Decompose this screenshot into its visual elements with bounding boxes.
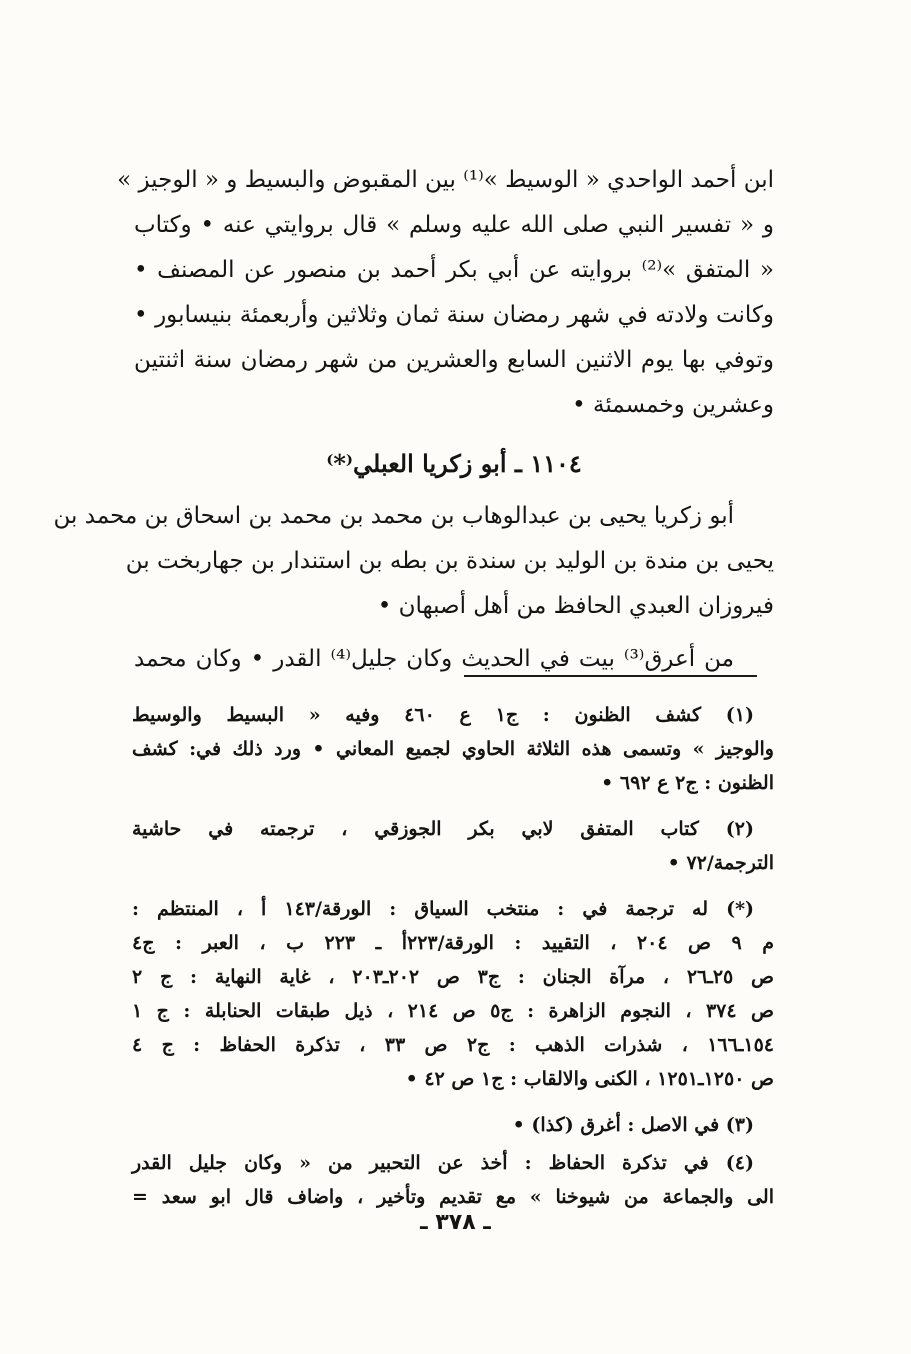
footnote-line: (٢) كتاب المتفق لابي بكر الجوزقي ، ترجمته في حاشية <box>132 818 754 840</box>
footnote-line: (١) كشف الظنون : ج١ ع ٤٦٠ وفيه « البسيط والوسيط <box>132 704 755 726</box>
page-number: ـ ٣٧٨ ـ <box>420 1210 491 1235</box>
footnote-line: ١٥٤ـ١٦٦ ، شذرات الذهب : ج٢ ص ٣٣ ، تذكرة الحفاظ : ج ٤ <box>132 1034 775 1056</box>
text-line: وكانت ولادته في شهر رمضان سنة ثمان وثلاثين وأربعمئة بنيسابور • <box>134 302 774 328</box>
text-line: أبو زكريا يحيى بن عبدالوهاب بن محمد بن محمد بن اسحاق بن محمد بن <box>53 503 734 529</box>
text-line: و « تفسير النبي صلى الله عليه وسلم » قال بروايتي عنه • وكتاب <box>134 212 774 238</box>
footnote-line: ص ٢٥ـ٢٦ ، مرآة الجنان : ج٣ ص ٢٠٢ـ٢٠٣ ، غاية النهاية : ج ٢ <box>132 966 775 988</box>
footnote-line: ص ٣٧٤ ، النجوم الزاهرة : ج٥ ص ٢١٤ ، ذيل طبقات الحنابلة : ج ١ <box>132 1000 774 1022</box>
footnote-line: (٣) في الاصل : أغرق (كذا) • <box>512 1114 754 1136</box>
footnote-line: ص ١٢٥٠ـ١٢٥١ ، الكنى والالقاب : ج١ ص ٤٢ • <box>405 1068 774 1090</box>
biography-paragraph <box>53 494 774 682</box>
text-line: فيروزان العبدي الحافظ من أهل أصبهان • <box>377 593 774 619</box>
footnote-2 <box>132 812 774 880</box>
continued-paragraph <box>117 158 774 428</box>
text-line: يحيى بن مندة بن الوليد بن سندة بن بطه بن استندار بن جهاربخت بن <box>125 548 774 574</box>
text-line: « المتفق »⁽²⁾ بروايته عن أبي بكر أحمد بن منصور عن المصنف • <box>134 257 774 283</box>
footnote-line: الظنون : ج٢ ع ٦٩٢ • <box>601 772 774 794</box>
main-content <box>53 158 774 682</box>
footnote-1 <box>132 698 774 800</box>
footnotes <box>132 698 774 1226</box>
text-line: ابن أحمد الواحدي « الوسيط »⁽¹⁾ بين المقبوض والبسيط و « الوجيز » <box>117 167 774 193</box>
footnote-line: الترجمة/٧٢ • <box>667 852 774 874</box>
footnote-line: والوجيز » وتسمى هذه الثلاثة الحاوي لجميع المعاني • ورد ذلك في: كشف <box>132 738 774 760</box>
text-line: وتوفي بها يوم الاثنين السابع والعشرين من شهر رمضان سنة اثنتين <box>134 347 774 373</box>
text-line: وعشرين وخمسمئة • <box>572 392 774 418</box>
footnote-line: الى والجماعة من شيوخنا » مع تقديم وتأخير ، واضاف قال ابو سعد = <box>132 1186 774 1208</box>
footnote-star <box>132 892 774 1096</box>
footnote-4 <box>132 1146 774 1214</box>
footnote-separator <box>464 675 757 677</box>
footnote-line: م ٩ ص ٢٠٤ ، التقييد : الورقة/٢٢٣أ ـ ٢٢٣ ب ، العبر : ج٤ <box>132 932 775 954</box>
footnote-line: (*) له ترجمة في : منتخب السياق : الورقة/١٤٣ أ ، المنتظم : <box>132 898 754 920</box>
footnote-line: (٤) في تذكرة الحفاظ : أخذ عن التحبير من « وكان جليل القدر <box>132 1152 754 1174</box>
text-line: من أعرق⁽³⁾ بيت في الحديث وكان جليل⁽⁴⁾ القدر • وكان محمد <box>134 646 734 672</box>
footnote-3 <box>132 1108 774 1142</box>
entry-heading: ١١٠٤ ـ أبو زكريا العبلي⁽*⁾ <box>326 449 582 478</box>
